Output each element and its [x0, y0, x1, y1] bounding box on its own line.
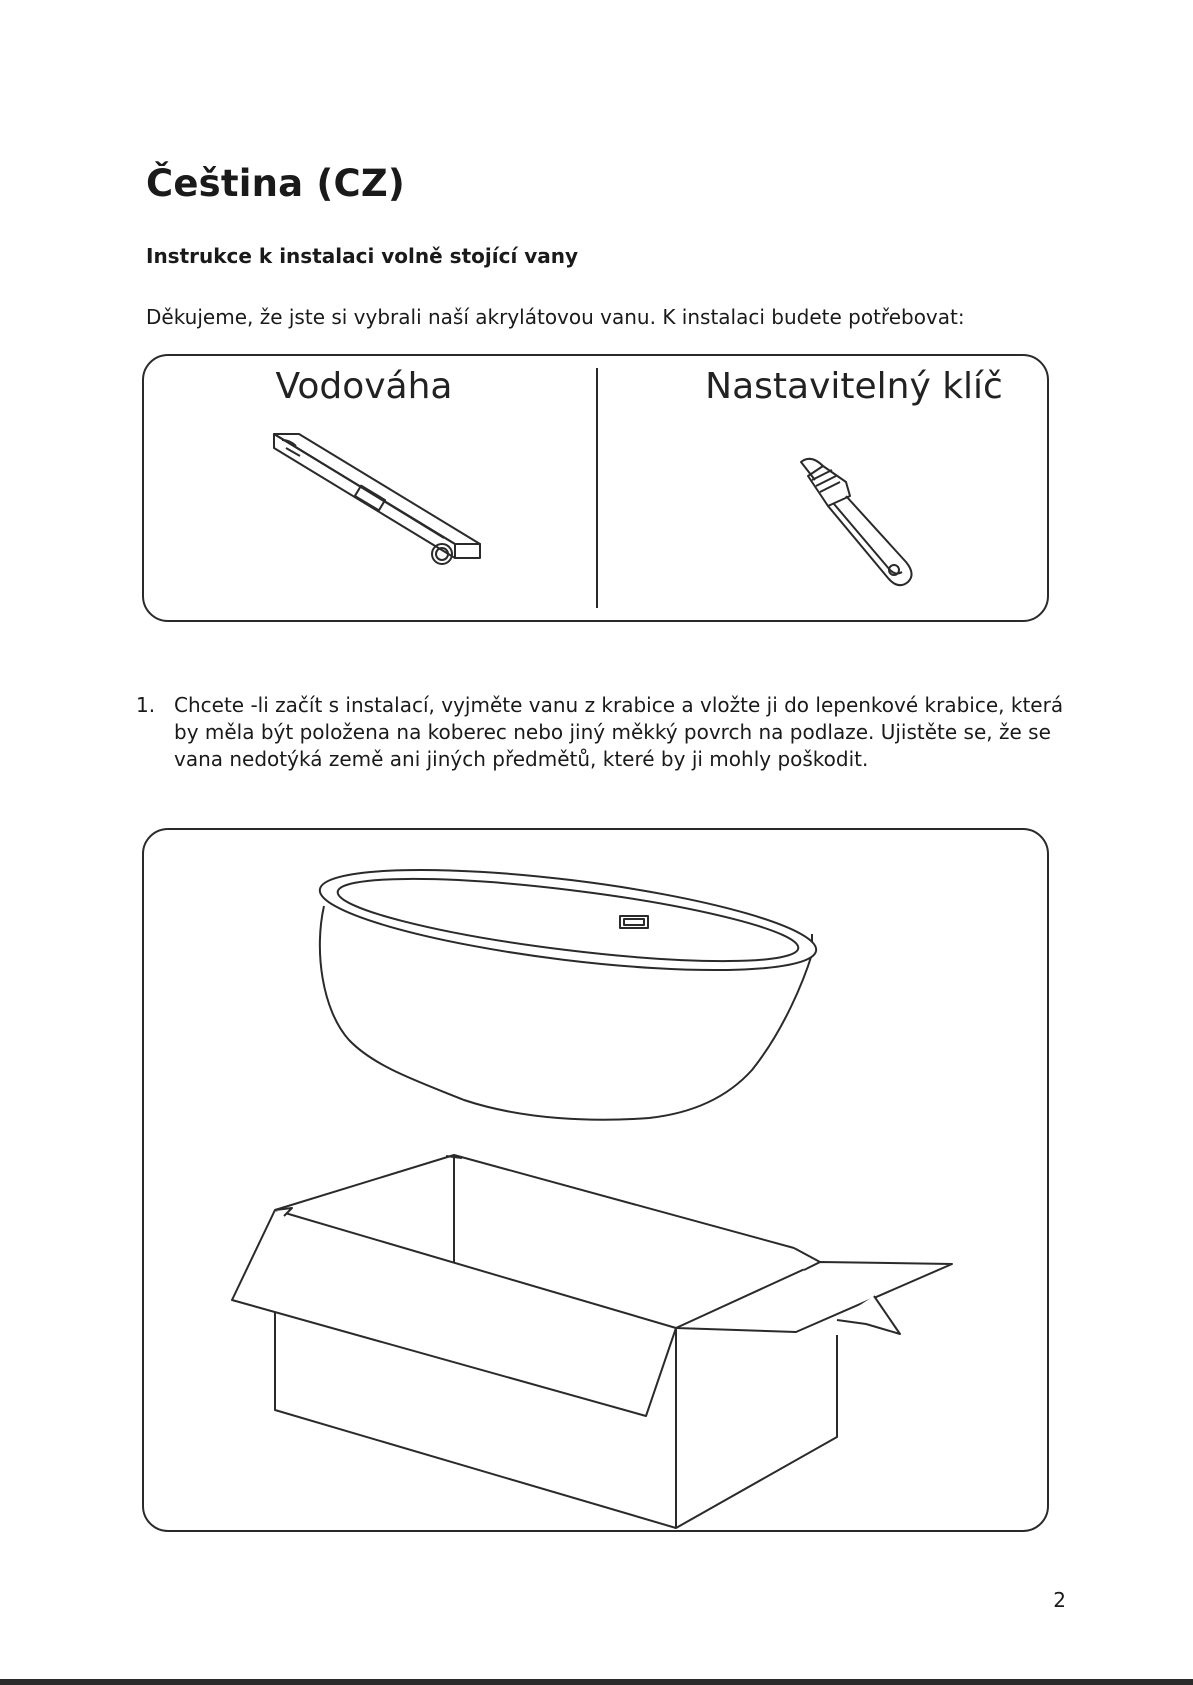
bottom-bar	[0, 1679, 1193, 1685]
step-1-number: 1.	[136, 693, 156, 717]
step-1-text: Chcete -li začít s instalací, vyjměte vanu z krabice a vložte ji do lepenkové krabice, která by měla být položena na koberec nebo jiný měkký povrch na podlaze. Ujistěte se, že se vana nedotýká země ani jiných předmětů, které by ji mohly poškodit.	[174, 693, 1064, 771]
page-title: Čeština (CZ)	[146, 162, 406, 205]
tools-panel	[142, 354, 1049, 622]
tool-spirit-level	[144, 356, 596, 620]
tool-label-adjustable-wrench: Nastavitelný klíč	[705, 366, 1003, 407]
tool-adjustable-wrench	[598, 356, 1050, 620]
illustration-panel	[142, 828, 1049, 1532]
page-subtitle: Instrukce k instalaci volně stojící vany	[146, 244, 579, 268]
bathtub-over-box-illustration	[144, 830, 1047, 1530]
page-number: 2	[1053, 1588, 1066, 1612]
adjustable-wrench-icon	[598, 356, 1050, 620]
tool-label-spirit-level: Vodováha	[275, 366, 453, 407]
intro-text: Děkujeme, že jste si vybrali naší akrylátovou vanu. K instalaci budete potřebovat:	[146, 305, 965, 329]
spirit-level-icon	[144, 356, 596, 620]
